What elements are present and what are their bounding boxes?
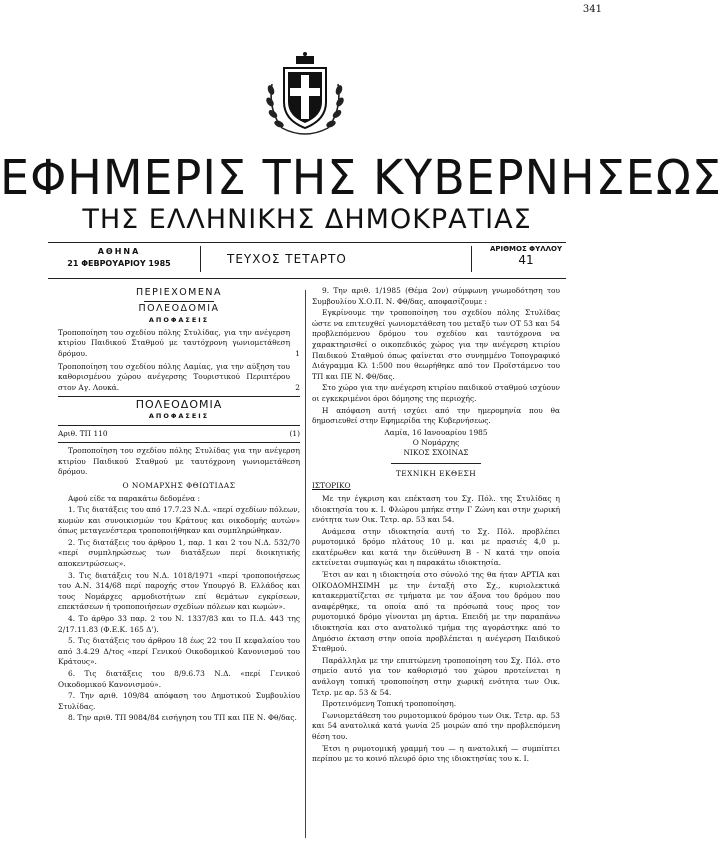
decision-paragraph: Στο χώρο για την ανέγερση κτιρίου παιδικού σταθμού ισχύουν οι εγκεκριμένοι όροι δόμησης της περιοχής. [312,383,560,403]
signatory-role: Ο Νομάρχης [412,437,460,447]
legal-basis-item: 8. Την αριθ. ΤΠ 9084/84 εισήγηση του ΤΠ και ΠΕ Ν. Φθ/δας. [68,713,297,723]
signatory-name: ΝΙΚΟΣ ΣΧΟΙΝΑΣ [403,447,469,457]
report-paragraph: Με την έγκριση και επέκταση του Σχ. Πόλ. της Στυλίδας η ιδιοκτησία του κ. Ι. Φλώρου μπήκε στην Γ Ζώνη και στην χωρική ενότητα των Οικ. Τετρ. αρ. 53 και 54. [312,493,560,525]
decision-header [58,429,300,440]
legal-basis-item: 5. Τις διατάξεις του άρθρου 18 έως 22 του II κεφαλαίου του από 3.4.29 Δ/τος «περί Γενικού Οικοδομικού Κανονισμού του Κράτους». [58,636,300,667]
section-heading: ΠΟΛΕΟΔΟΜΙΑ [135,398,223,412]
place-date: Λαμία, 16 Ιανουαρίου 1985 [384,427,488,437]
page-number: 341 [582,4,602,15]
divider [144,301,214,302]
issuer-heading: Ο ΝΟΜΑΡΧΗΣ ΦΘΙΩΤΙΔΑΣ [122,480,236,490]
divider [58,425,300,426]
decision-number: (1) [289,428,300,438]
toc-entry-text: Τροποποίηση του σχεδίου πόλης Στυλίδας, για την ανέγερση κτιρίου Παιδικού Σταθμού με ταυτόχρονη γωνιομετάθεση δρόμου. [58,327,290,358]
decision-title: Τροποποίηση του σχεδίου πόλης Στυλίδας για την ανέγερση κτιρίου Παιδικού Σταθμού με ταυτόχρονη γωνιομετάθεση δρόμου. [58,446,300,477]
legal-basis-item: 7. Την αριθ. 109/84 απόφαση του Δημοτικού Συμβουλίου Στυλίδας. [58,691,300,711]
issue-series: ΤΕΥΧΟΣ ΤΕΤΑΡΤΟ [227,252,347,266]
report-paragraph: Παράλληλα με την επιπτώμενη τροποποίηση του Σχ. Πόλ. στο σημείο αυτό για τον καθορισμό του χώρου προτείνεται η ανάλογη τοπική τροποποίηση στην χωρική ενότητα των Οικ. Τετρ. με αρ. 53 & 54. [312,655,560,697]
legal-basis-item: 2. Τις διατάξεις του άρθρου 1, παρ. 1 και 2 του Ν.Δ. 532/70 «περί συμπληρώσεως των διατάξεων περί διοικητικής αποκεντρώσεως». [58,537,300,569]
decision-paragraph: Η απόφαση αυτή ισχύει από την ημερομηνία που θα δημοσιευθεί στην Εφημερίδα της Κυβερνήσεως. [312,405,560,426]
report-paragraph: Γωνιομετάθεση του ρυμοτομικού δρόμου των Οικ. Τετρ. αρ. 53 και 54 ανατολικά κατά γωνία 25 μοιρών από την προβλεπόμενη θέση του. [312,710,560,741]
gazette-title: ΕΦΗΜΕΡΙΣ ΤΗΣ ΚΥΒΕΡΝΗΣΕΩΣ [0,148,722,206]
divider [58,396,300,397]
greek-coat-of-arms-emblem [262,50,348,142]
report-paragraph: Έτσι αν και η ιδιοκτησία στο σύνολό της θα ήταν ΑΡΤΙΑ και ΟΙΚΟΔΟΜΗΣΙΜΗ με την ένταξή στο Σχ., κυριολεκτικά κατακερματίζεται σε τμήματα με τον άξονα του δρόμου που αναφέρθηκε, τα οποία από τα πρόσωπά τους προς τον ρυμοτομικό δρόμο γίνονται μη άρτια. Επειδή με την παραπάνω ιδιοκτησία και στο ανατολικό τμήμα της αγοράστηκε από το Δημόσιο έκταση στην οποία προβλέπεται η ανέγερση Παιδικού Σταθμού. [312,570,560,654]
gazette-subtitle: ΤΗΣ ΕΛΛΗΝΙΚΗΣ ΔΗΜΟΚΡΑΤΙΑΣ [82,204,532,235]
legal-basis-item: 3. Τις διατάξεις του Ν.Δ. 1018/1971 «περί τροποποιήσεως του Α.Ν. 314/68 περί παροχής στον Υπουργό Β. Ελλάδος και τους Νομάρχες αρμοδιοτήτων επί θεμάτων εγκρίσεων, επεκτάσεων ή τροποποιήσεων σχεδίων πόλεων και κωμών». [58,570,300,612]
contents-heading: ΠΕΡΙΕΧΟΜΕΝΑ [136,287,222,298]
right-column [312,286,560,766]
toc-entry-text: Τροποποίηση του σχεδίου πόλης Λαμίας, για την αύξηση του καθορισμένου χώρου ανέγερσης Τουριστικού Περιπτέρου στον Αγ. Λουκά. [58,361,290,392]
toc-entry [58,328,300,360]
decision-intro: Αφού είδε τα παρακάτω δεδομένα : [68,493,200,503]
header-top-rule [48,242,566,243]
section-heading: ΠΟΛΕΟΔΟΜΙΑ [138,302,220,314]
sheet-number-label: ΑΡΙΘΜΟΣ ΦΥΛΛΟΥ [489,245,563,253]
legal-basis-item: 4. Το άρθρο 33 παρ. 2 του Ν. 1337/83 και το Π.Δ. 443 της 2/17.11.83 (Φ.Ε.Κ. 165 Δ'). [58,614,300,634]
city-label: ΑΘΗΝΑ [97,247,141,256]
report-paragraph: Έτσι η ρυμοτομική γραμμή του — η ανατολική — συμπίπτει περίπου με το κοινό πλευρό όριο της ιδιοκτησίας του κ. Ι. [312,743,560,764]
divider [391,463,481,464]
sheet-number: 41 [518,253,534,267]
technical-report-heading: ΤΕΧΝΙΚΗ ΕΚΘΕΣΗ [395,468,477,478]
column-divider [305,290,306,838]
divider [58,442,300,443]
history-heading: ΙΣΤΟΡΙΚΟ [312,481,351,491]
section-subheading: ΑΠΟΦΑΣΕΙΣ [148,316,210,325]
issue-date: 21 ΦΕΒΡΟΥΑΡΙΟΥ 1985 [67,259,171,268]
report-paragraph: Προτεινόμενη Τοπική τροποποίηση. [322,699,457,709]
section-subheading: ΑΠΟΦΑΣΕΙΣ [148,411,210,420]
toc-entry [58,362,300,394]
report-paragraph: Ανάμεσα στην ιδιοκτησία αυτή το Σχ. Πόλ. προβλέπει ρυμοτομικό δρόμο πλάτους 10 μ. και με πρασιές 4,0 μ. εκατέρωθεν και κατά την διεύθυνση Β - Ν κατά την οποία εκτείνεται συμπαγώς και η παρακάτω ιδιοκτησία. [312,526,560,568]
header-bottom-rule [48,278,566,279]
issue-block [200,246,472,272]
toc-entry-page: 2 [295,382,300,392]
left-column [58,286,300,725]
decision-paragraph: Εγκρίνουμε την τροποποίηση του σχεδίου πόλης Στυλίδας ώστε να επιτευχθεί γωνιομετάθεση του μεταξύ των ΟΤ 53 και 54 προβλεπόμενου δρόμου του σχεδίου και ταυτόχρονα να χαρακτηρισθεί ο οικοπεδικός χώρος για την ανέγερση κτιρίου Παιδικού Σταθμού όπως φαίνεται στο συνημμένο Τοπογραφικό Διάγραμμα Κλ 1:500 που θεωρήθηκε από τον Προϊστάμενο του ΤΠ και ΠΕ Ν. Φθ/δας. [312,308,560,381]
date-block [54,246,184,270]
sheet-number-block [488,244,564,266]
issue-info-bar [40,245,563,276]
legal-basis-item: 9. Την αριθ. 1/1985 (Θέμα 2ον) σύμφωνη γνωμοδότηση του Συμβουλίου Χ.Ο.Π. Ν. Φθ/δας, αποφασίζουμε : [312,286,560,306]
legal-basis-item: 6. Τις διατάξεις του 8/9.6.73 Ν.Δ. «περί Γενικού Οικοδομικού Κανονισμού». [58,669,300,689]
legal-basis-item: 1. Τις διατάξεις του από 17.7.23 Ν.Δ. «περί σχεδίων πόλεων, κωμών και συνοικισμών του Κράτους και οικοδομής αυτών» όπως μεταγενέστερα τροποποιήθηκαν και συμπληρώθηκαν. [58,505,300,536]
decision-reference: Αριθ. ΤΠ 110 [58,428,108,438]
toc-entry-page: 1 [295,348,300,358]
